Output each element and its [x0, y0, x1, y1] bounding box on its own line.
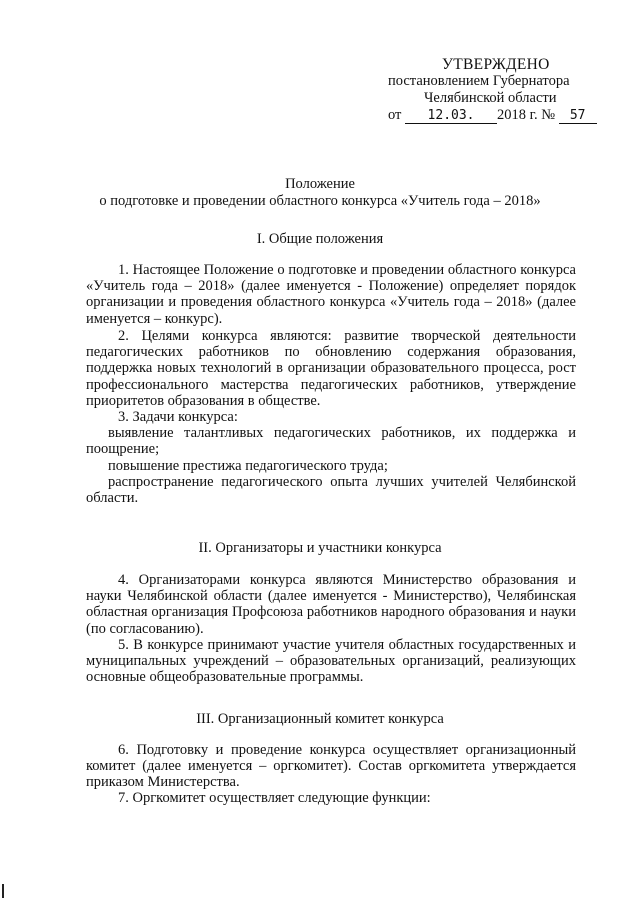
document-title-line2: о подготовке и проведении областного конкурса «Учитель года – 2018» [99, 193, 541, 209]
approval-date-prefix: от [388, 107, 402, 123]
approval-date-value: 12.03. [405, 109, 497, 124]
approval-date-line [388, 107, 598, 124]
approval-line-region: Челябинской области [424, 90, 557, 106]
approval-block [388, 56, 598, 124]
paragraph-4: 4. Организаторами конкурса являются Министерство образования и науки Челябинской области (далее именуется - Министерство), Челябинская областная организация Профсоюза работников народного образования и науки (по согласованию). [86, 572, 576, 637]
paragraph-1: 1. Настоящее Положение о подготовке и проведении областного конкурса «Учитель года – 2018» (далее именуется - Положение) определяет порядок организации и проведения областного конкурса «Учитель года – 2018» (далее именуется – конкурс). [86, 262, 576, 327]
task-item-2: повышение престижа педагогического труда; [108, 458, 388, 474]
approval-number-value: 57 [559, 109, 597, 124]
document-title [60, 176, 580, 210]
approval-heading: УТВЕРЖДЕНО [442, 56, 550, 73]
paragraph-3: 3. Задачи конкурса: [118, 409, 238, 425]
paragraph-6: 6. Подготовку и проведение конкурса осуществляет организационный комитет (далее именуется – оргкомитет). Состав оргкомитета утверждается приказом Министерства. [86, 742, 576, 791]
approval-date-suffix: 2018 г. № [497, 107, 556, 123]
scan-margin-mark [2, 884, 4, 898]
section-heading-2: II. Организаторы и участники конкурса [198, 540, 442, 556]
paragraph-7: 7. Оргкомитет осуществляет следующие функции: [118, 790, 431, 806]
paragraph-5: 5. В конкурсе принимают участие учителя областных государственных и муниципальных учреждений – образовательных организаций, реализующих основные общеобразовательные программы. [86, 637, 576, 686]
section-heading-3: III. Организационный комитет конкурса [196, 711, 444, 727]
section-heading-1: I. Общие положения [256, 231, 384, 247]
approval-line-governor: постановлением Губернатора [388, 73, 570, 89]
task-item-1: выявление талантливых педагогических работников, их поддержка и поощрение; [86, 425, 576, 458]
document-title-line1: Положение [285, 176, 355, 192]
paragraph-2: 2. Целями конкурса являются: развитие творческой деятельности педагогических работников по обновлению содержания образования, поддержка новых технологий в организации образовательного процесса, рост профессионального мастерства педагогических работников, утверждение приоритетов образования в обществе. [86, 328, 576, 409]
task-item-3: распространение педагогического опыта лучших учителей Челябинской области. [86, 474, 576, 507]
